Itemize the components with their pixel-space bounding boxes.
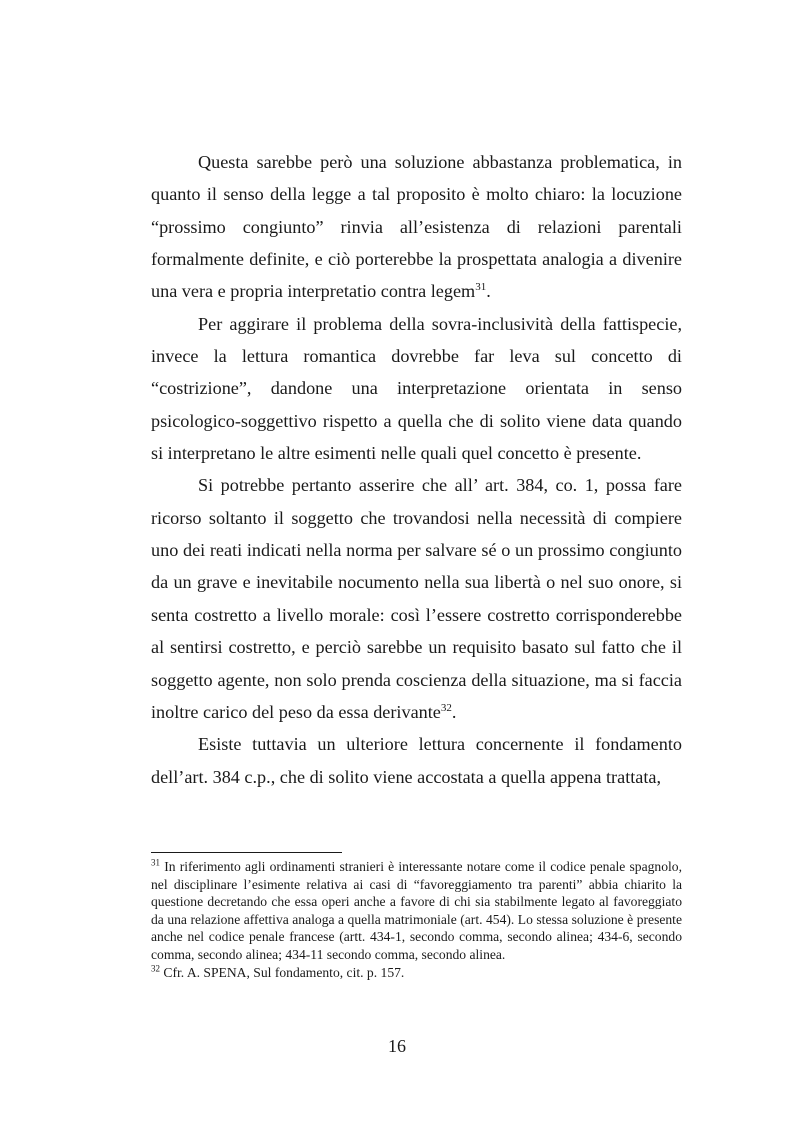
- footnote-ref-32: 32: [440, 701, 452, 714]
- paragraph-3-end: .: [451, 701, 457, 722]
- footnote-32: [151, 964, 682, 982]
- paragraph-4-text: Esiste tuttavia un ulteriore lettura concernente il fondamento dell’art. 384 c.p., che di solito viene accostata a quella appena trattata,: [151, 734, 682, 787]
- body-text: [151, 146, 682, 793]
- page-number: 16: [388, 1036, 406, 1056]
- footnote-32-text: Cfr. A. SPENA, Sul fondamento, cit. p. 157.: [163, 964, 405, 980]
- paragraph-4: [151, 728, 682, 793]
- footnote-ref-31: 31: [475, 281, 487, 294]
- footnote-31-number: 31: [151, 857, 160, 868]
- footnote-separator: [151, 852, 342, 853]
- paragraph-3: [151, 469, 682, 728]
- footnotes: [151, 858, 682, 981]
- paragraph-1-text: Questa sarebbe però una soluzione abbastanza problematica, in quanto il senso della legge a tal proposito è molto chiaro: la locuzione “prossimo congiunto” rinvia all’esistenza di relazioni parentali formalmente definite, e ciò porterebbe la prospettata analogia a divenire una vera e propria interpretatio contra legem: [151, 152, 682, 302]
- paragraph-1: [151, 146, 682, 308]
- paragraph-1-end: .: [486, 281, 491, 302]
- footnote-31: [151, 858, 682, 964]
- paragraph-2: [151, 308, 682, 470]
- footnote-32-number: 32: [151, 963, 160, 974]
- paragraph-2-text: Per aggirare il problema della sovra-inclusività della fattispecie, invece la lettura romantica dovrebbe far leva sul concetto di “costrizione”, dandone una interpretazione orientata in senso psicologico-soggettivo rispetto a quella che di solito viene data quando si interpretano le altre esimenti nelle quali quel concetto è presente.: [151, 313, 682, 464]
- paragraph-3-text: Si potrebbe pertanto asserire che all’ art. 384, co. 1, possa fare ricorso soltanto il soggetto che trovandosi nella necessità di compiere uno dei reati indicati nella norma per salvare sé o un prossimo congiunto da un grave e inevitabile nocumento nella sua libertà o nel suo onore, si senta costretto a livello morale: così l’essere costretto corrisponderebbe al sentirsi costretto, e perciò sarebbe un requisito basato sul fatto che il soggetto agente, non solo prenda coscienza della situazione, ma si faccia inoltre carico del peso da essa derivante: [151, 475, 682, 722]
- footnote-31-text: In riferimento agli ordinamenti stranieri è interessante notare come il codice penale spagnolo, nel disciplinare l’esimente relativa ai casi di “favoreggiamento tra parenti” abbia chiarito la questione decretando che essa operi anche a favore di chi sia stabilmente legato al favoreggiato da una relazione affettiva analoga a quella matrimoniale (art. 454). Lo stessa soluzione è presente anche nel codice penale francese (artt. 434-1, secondo comma, secondo alinea; 434-6, secondo comma, secondo alinea; 434-11 secondo comma, secondo alinea.: [151, 859, 682, 962]
